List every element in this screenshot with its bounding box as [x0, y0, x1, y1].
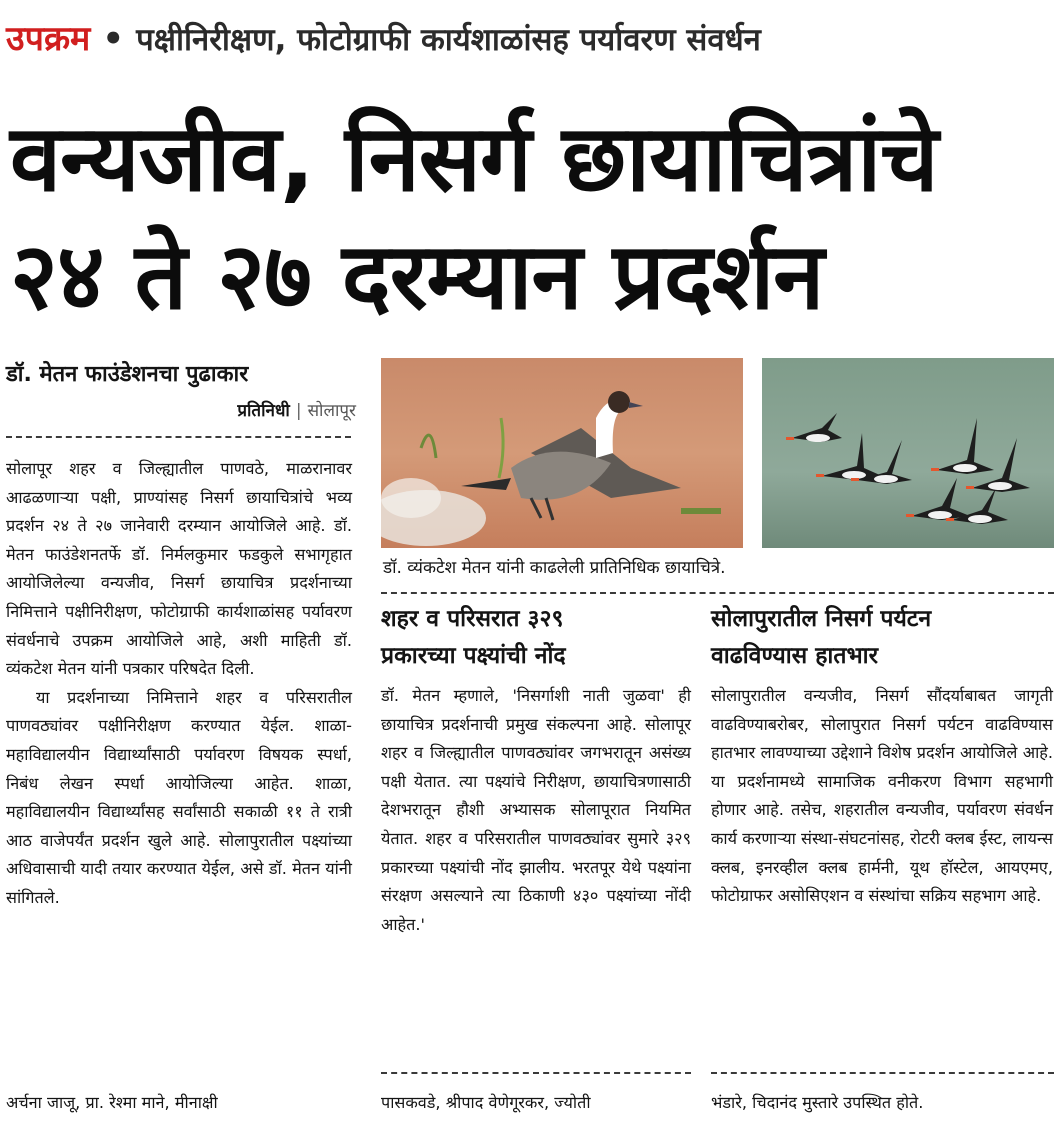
skimmers-photo-image — [762, 358, 1054, 548]
kicker-subtitle: पक्षीनिरीक्षण, फोटोग्राफी कार्यशाळांसह पर्यावरण संवर्धन — [136, 22, 761, 58]
middle-column-body: डॉ. मेतन म्हणाले, 'निसर्गाशी नाती जुळवा' ही छायाचित्र प्रदर्शनाची प्रमुख संकल्पना आहे. सोलापूर शहर व जिल्ह्यातील पाणवठ्यांवर जगभरातून असंख्य पक्षी येतात. त्या पक्ष्यांचे निरीक्षण, छायाचित्रणासाठी देशभरातून हौशी अभ्यासक सोलापूरात नियमित येतात. शहर व परिसरातील पाणवठ्यांवर सुमारे ३२९ प्रकारच्या पक्ष्यांची नोंद झालीय. भरतपूर येथे पक्ष्यांना संरक्षण असल्याने त्या ठिकाणी ४३० पक्ष्यांच्या नोंदी आहेत.' — [381, 686, 691, 934]
right-heading-line-2: वाढविण्यास हातभार — [711, 643, 879, 669]
byline-place: सोलापूर — [307, 401, 356, 421]
left-paragraph-1: सोलापूर शहर व जिल्ह्यातील पाणवठे, माळरानावर आढळणाऱ्या पक्षी, प्राण्यांसह निसर्ग छायाचित्रांचे भव्य प्रदर्शन २४ ते २७ जानेवारी दरम्यान आयोजिले आहे. डॉ. मेतन फाउंडेशनतर्फे डॉ. निर्मलकुमार फडकुले सभागृहात आयोजिलेल्या वन्यजीव, निसर्ग छायाचित्र प्रदर्शनाच्या निमित्ताने पक्षीनिरीक्षण, फोटोग्राफी कार्यशाळांसह पर्यावरण संवर्धनाचे उपक्रम आयोजिले आहे, अशी माहिती डॉ. व्यंकटेश मेतन यांनी पत्रकार परिषदेत दिली. — [6, 459, 352, 679]
names-line-part-3: भंडारे, चिदानंद मुस्तारे उपस्थित होते. — [711, 1093, 924, 1112]
skimmers-photo — [762, 358, 1054, 548]
right-heading-line-1: सोलापुरातील निसर्ग पर्यटन — [711, 606, 932, 632]
left-column — [6, 455, 352, 913]
middle-heading-line-1: शहर व परिसरात ३२९ — [381, 606, 564, 632]
caption-divider — [381, 592, 1054, 594]
byline-reporter: प्रतिनिधी — [237, 401, 290, 421]
section-tag: उपक्रम — [6, 19, 91, 59]
kicker-separator: • — [102, 19, 125, 59]
names-line-part-2: पासकवडे, श्रीपाद वेणेगूरकर, ज्योती — [381, 1093, 591, 1112]
left-paragraph-2: या प्रदर्शनाच्या निमित्ताने शहर व परिसरातील पाणवठ्यांवर पक्षीनिरीक्षण करण्यात येईल. शाळा-महाविद्यालयीन विद्यार्थ्यांसाठी पर्यावरण विषयक स्पर्धा, निबंध लेखन स्पर्धा आयोजिल्या आहेत. शाळा, महाविद्यालयीन विद्यार्थ्यांसह सर्वांसाठी सकाळी ११ ते रात्री आठ वाजेपर्यंत प्रदर्शन खुले आहे. सोलापुरातील पक्ष्यांच्या अधिवासाची यादी तयार करण्यात येईल, असे डॉ. मेतन यांनी सांगितले. — [6, 687, 352, 907]
kicker-line — [6, 14, 1056, 66]
middle-bottom-divider — [381, 1072, 691, 1074]
right-bottom-divider — [711, 1072, 1054, 1074]
middle-heading-line-2: प्रकारच्या पक्ष्यांची नोंद — [381, 643, 566, 669]
names-line-part-1: अर्चना जाजू, प्रा. रेश्मा माने, मीनाक्षी — [6, 1093, 218, 1112]
headline-line-1: वन्यजीव, निसर्ग छायाचित्रांचे — [10, 105, 938, 212]
duck-photo — [381, 358, 743, 548]
headline-line-2: २४ ते २७ दरम्यान प्रदर्शन — [10, 223, 824, 330]
byline-divider — [6, 436, 351, 438]
byline-separator: | — [295, 401, 302, 421]
right-column-heading — [711, 601, 1053, 675]
article-subhead: डॉ. मेतन फाउंडेशनचा पुढाकार — [6, 362, 249, 387]
right-column-body: सोलापुरातील वन्यजीव, निसर्ग सौंदर्याबाबत जागृती वाढविण्याबरोबर, सोलापुरात निसर्ग पर्यटन वाढविण्यास हातभार लावण्याच्या उद्देशाने विशेष प्रदर्शन आयोजिले आहे. या प्रदर्शनामध्ये सामाजिक वनीकरण विभाग सहभागी होणार आहे. तसेच, शहरातील वन्यजीव, पर्यावरण संवर्धन कार्य करणाऱ्या संस्था-संघटनांसह, रोटरी क्लब ईस्ट, लायन्स क्लब, इनरव्हील क्लब हार्मनी, यूथ हॉस्टेल, आयएमए, फोटोग्राफर असोसिएशन व संस्थांचा सक्रिय सहभाग आहे. — [711, 686, 1053, 906]
duck-photo-image — [381, 358, 743, 548]
middle-column-heading — [381, 601, 691, 675]
photo-caption: डॉ. व्यंकटेश मेतन यांनी काढलेली प्रातिनिधिक छायाचित्रे. — [383, 558, 726, 578]
byline — [6, 398, 356, 421]
